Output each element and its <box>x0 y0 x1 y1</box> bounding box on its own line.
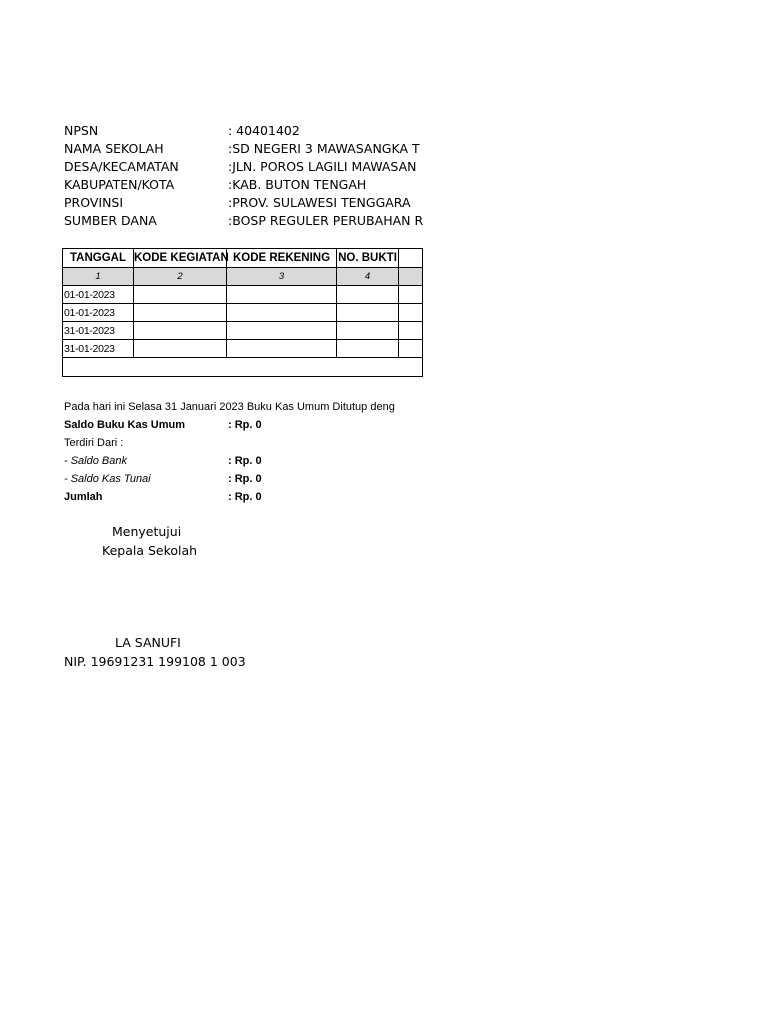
total-cell <box>63 358 423 377</box>
info-label: SUMBER DANA <box>64 213 157 228</box>
cell-clipped <box>399 286 423 304</box>
header-kode-kegiatan: KODE KEGIATAN <box>134 249 227 268</box>
cell-clipped <box>399 322 423 340</box>
principal-nip: NIP. 19691231 199108 1 003 <box>64 654 246 669</box>
jumlah-value: : Rp. 0 <box>228 491 262 503</box>
table-row <box>63 322 423 340</box>
cell-kode-kegiatan <box>134 340 227 358</box>
cell-date: 01-01-2023 <box>63 304 134 322</box>
table-row <box>63 286 423 304</box>
header-cell-clipped <box>399 249 423 268</box>
column-number: 4 <box>337 268 399 286</box>
column-number-row <box>63 268 423 286</box>
saldo-bank-value: : Rp. 0 <box>228 455 262 467</box>
info-value: : 40401402 <box>228 123 300 138</box>
info-value: :JLN. POROS LAGILI MAWASAN <box>228 159 417 174</box>
header-tanggal: TANGGAL <box>63 249 134 268</box>
cell-kode-kegiatan <box>134 322 227 340</box>
cell-kode-rekening <box>227 286 337 304</box>
column-number: 1 <box>63 268 134 286</box>
table-header-row <box>63 249 423 268</box>
header-kode-rekening: KODE REKENING <box>227 249 337 268</box>
cell-no-bukti <box>337 340 399 358</box>
cell-kode-rekening <box>227 322 337 340</box>
info-value: :SD NEGERI 3 MAWASANGKA T <box>228 141 420 156</box>
cell-clipped <box>399 304 423 322</box>
table-total-row <box>63 358 423 377</box>
saldo-tunai-value: : Rp. 0 <box>228 473 262 485</box>
cell-no-bukti <box>337 304 399 322</box>
table-row <box>63 304 423 322</box>
info-label: DESA/KECAMATAN <box>64 159 179 174</box>
jumlah-label: Jumlah <box>64 491 103 503</box>
column-number: 3 <box>227 268 337 286</box>
cell-date: 31-01-2023 <box>63 322 134 340</box>
ledger-table <box>62 248 423 377</box>
cell-date: 31-01-2023 <box>63 340 134 358</box>
terdiri-dari-label: Terdiri Dari : <box>64 437 124 449</box>
info-value: :PROV. SULAWESI TENGGARA <box>228 195 411 210</box>
header-no-bukti: NO. BUKTI <box>337 249 399 268</box>
cell-kode-kegiatan <box>134 286 227 304</box>
cell-kode-kegiatan <box>134 304 227 322</box>
principal-name: LA SANUFI <box>115 635 181 650</box>
info-value: :BOSP REGULER PERUBAHAN R <box>228 213 424 228</box>
closing-text: Pada hari ini Selasa 31 Januari 2023 Buku Kas Umum Ditutup deng <box>64 401 395 413</box>
table-row <box>63 340 423 358</box>
saldo-bku-value: : Rp. 0 <box>228 419 262 431</box>
cell-clipped <box>399 340 423 358</box>
principal-position: Kepala Sekolah <box>102 543 198 558</box>
info-value: :KAB. BUTON TENGAH <box>228 177 367 192</box>
approval-label: Menyetujui <box>112 524 182 539</box>
info-label: NAMA SEKOLAH <box>64 141 164 156</box>
saldo-bku-label: Saldo Buku Kas Umum <box>64 419 186 431</box>
saldo-tunai-label: - Saldo Kas Tunai <box>64 473 151 485</box>
info-label: NPSN <box>64 123 99 138</box>
info-label: PROVINSI <box>64 195 124 210</box>
column-number: 2 <box>134 268 227 286</box>
saldo-bank-label: - Saldo Bank <box>64 455 127 467</box>
cell-kode-rekening <box>227 304 337 322</box>
info-label: KABUPATEN/KOTA <box>64 177 175 192</box>
cell-no-bukti <box>337 322 399 340</box>
cell-date: 01-01-2023 <box>63 286 134 304</box>
column-number-clipped <box>399 268 423 286</box>
cell-no-bukti <box>337 286 399 304</box>
cell-kode-rekening <box>227 340 337 358</box>
